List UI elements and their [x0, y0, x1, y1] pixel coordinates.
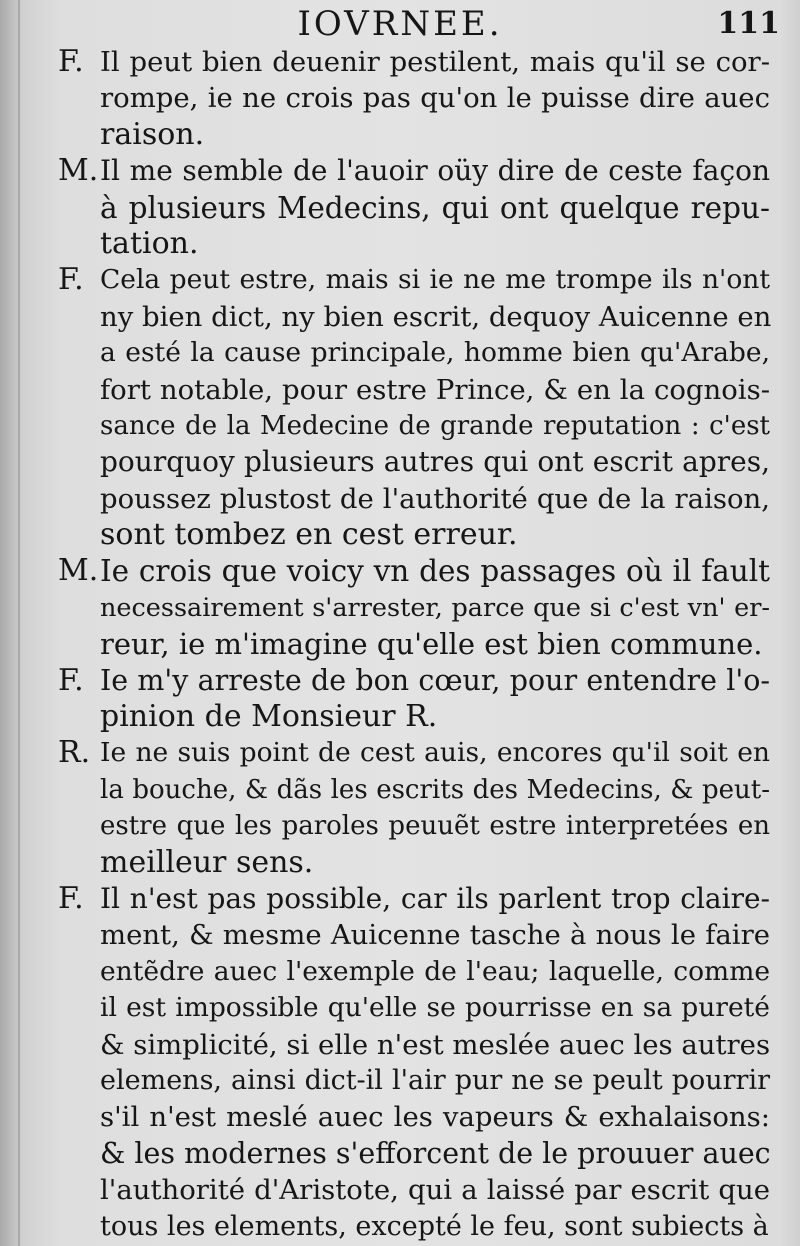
text-line: [0, 1063, 800, 1099]
text-line: [0, 1136, 800, 1172]
text-line: [0, 663, 800, 699]
text-line: [0, 80, 800, 116]
line-text: s'il n'est meslé auec les vapeurs & exhalaisons:: [100, 1101, 770, 1134]
text-line: [0, 372, 800, 408]
line-text: Il me semble de l'auoir oüy dire de ceste façon: [100, 154, 770, 188]
line-text: necessairement s'arrester, parce que si c'est vn' er-: [100, 592, 770, 623]
speaker-label: F.: [58, 662, 84, 698]
line-text: & les modernes s'efforcent de le prouuer auec: [100, 1136, 771, 1170]
text-line: [0, 808, 800, 844]
text-line: [0, 517, 800, 553]
text-line: [0, 226, 800, 262]
page-number: 111: [717, 6, 780, 41]
line-text: rompe, ie ne crois pas qu'on le puisse dire auec: [100, 82, 770, 115]
text-line: [0, 299, 800, 335]
text-line: [0, 44, 800, 80]
line-text: ny bien dict, ny bien escrit, dequoy Auicenne en: [100, 300, 772, 333]
text-line: [0, 481, 800, 517]
line-text: sont tombez en cest erreur.: [100, 517, 518, 553]
dialogue-text: [0, 44, 800, 1245]
line-text: tation.: [100, 225, 199, 261]
text-line: [0, 117, 800, 153]
text-line: [0, 1172, 800, 1208]
line-text: Ie ne suis point de cest auis, encores qu'il soit en: [100, 737, 770, 769]
text-line: [0, 553, 800, 589]
text-line: [0, 444, 800, 480]
text-line: [0, 153, 800, 189]
line-text: elemens, ainsi dict-il l'air pur ne se peult pourrir: [100, 1064, 770, 1096]
text-line: [0, 917, 800, 953]
line-text: fort notable, pour estre Prince, & en la cognois-: [100, 373, 770, 406]
line-text: pinion de Monsieur R.: [100, 699, 438, 735]
line-text: à plusieurs Medecins, qui ont quelque repu-: [100, 190, 770, 225]
speaker-label: M.: [58, 153, 99, 189]
text-line: [0, 626, 800, 662]
line-text: & simplicité, si elle n'est meslée auec les autres: [100, 1028, 771, 1061]
line-text: entẽdre auec l'exemple de l'eau; laquelle, comme: [100, 955, 770, 987]
speaker-label: F.: [58, 880, 84, 916]
line-text: poussez plustost de l'authorité que de la raison,: [100, 482, 770, 515]
line-text: a esté la cause principale, homme bien qu'Arabe,: [100, 337, 770, 369]
speaker-label: M.: [58, 553, 99, 589]
text-line: [0, 699, 800, 735]
line-text: raison.: [100, 116, 205, 152]
line-text: estre que les paroles peuuẽt estre interpretées en: [100, 811, 770, 842]
speaker-label: R.: [58, 735, 91, 771]
text-line: [0, 590, 800, 626]
text-line: [0, 1099, 800, 1135]
page-header: [0, 4, 800, 44]
text-line: [0, 845, 800, 881]
line-text: l'authorité d'Aristote, qui a laissé par escrit que: [100, 1174, 770, 1207]
line-text: ment, & mesme Auicenne tasche à nous le faire: [100, 919, 770, 952]
line-text: reur, ie m'imagine qu'elle est bien commune.: [100, 627, 763, 662]
line-text: la bouche, & dãs les escrits des Medecins, & peut-: [100, 774, 770, 805]
line-text: Ie m'y arreste de bon cœur, pour entendre l'o-: [100, 663, 770, 697]
text-line: [0, 1209, 800, 1245]
line-text: sance de la Medecine de grande reputation : c'est: [100, 410, 770, 441]
speaker-label: F.: [58, 262, 84, 298]
speaker-label: F.: [58, 44, 84, 79]
text-line: [0, 1027, 800, 1063]
text-line: [0, 408, 800, 444]
running-title: IOVRNEE.: [297, 4, 503, 44]
line-text: Il n'est pas possible, car ils parlent trop claire-: [100, 881, 770, 915]
line-text: Ie crois que voicy vn des passages où il fault: [100, 554, 770, 589]
line-text: il est impossible qu'elle se pourrisse en sa pureté: [100, 992, 770, 1024]
line-text: pourquoy plusieurs autres qui ont escrit apres,: [100, 445, 770, 479]
text-line: [0, 262, 800, 298]
text-line: [0, 190, 800, 226]
text-line: [0, 881, 800, 917]
text-line: [0, 335, 800, 371]
text-line: [0, 954, 800, 990]
line-text: tous les elements, excepté le feu, sont subiects à: [100, 1210, 769, 1242]
line-text: Cela peut estre, mais si ie ne me trompe ils n'ont: [100, 264, 770, 296]
line-text: Il peut bien deuenir pestilent, mais qu'il se cor-: [100, 46, 770, 78]
text-line: [0, 990, 800, 1026]
text-line: [0, 735, 800, 771]
line-text: meilleur sens.: [100, 844, 314, 880]
text-line: [0, 772, 800, 808]
